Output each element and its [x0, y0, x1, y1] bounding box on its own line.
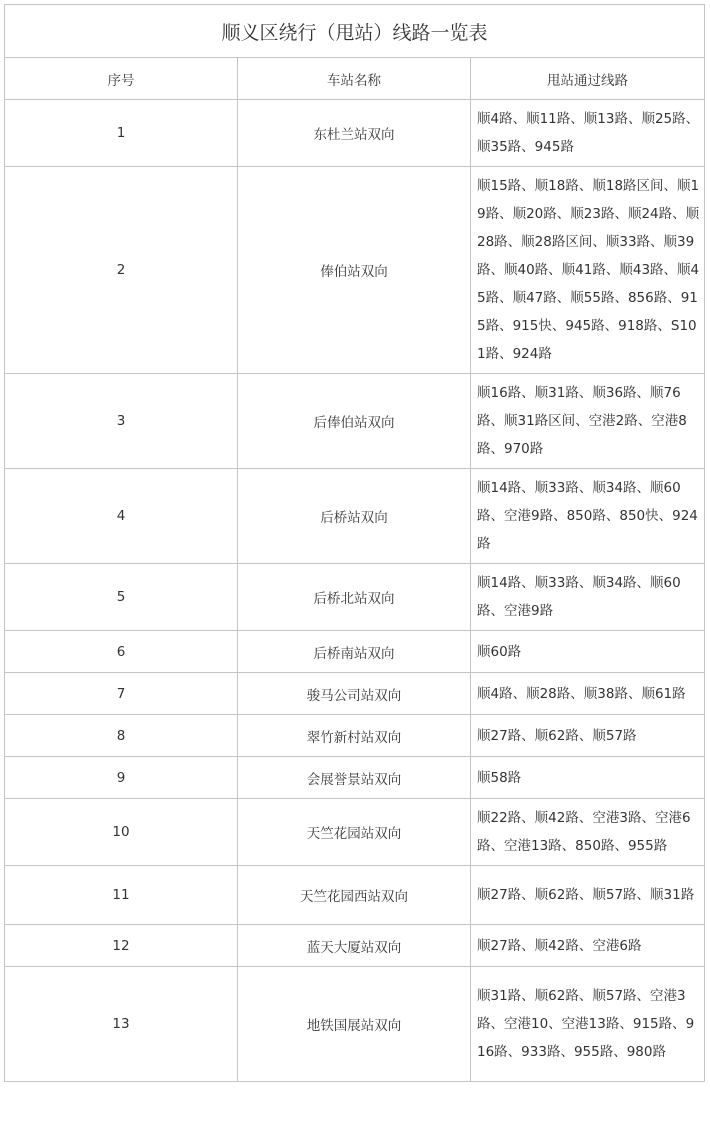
table-title: 顺义区绕行（甩站）线路一览表: [5, 5, 705, 58]
row-routes: 顺4路、顺11路、顺13路、顺25路、顺35路、945路: [471, 100, 705, 167]
row-index: 5: [5, 564, 238, 631]
row-station: 天竺花园站双向: [238, 799, 471, 866]
row-routes: 顺60路: [471, 631, 705, 673]
row-station: 后桥北站双向: [238, 564, 471, 631]
row-station: 会展誉景站双向: [238, 757, 471, 799]
table-row: [5, 564, 705, 631]
row-routes: 顺31路、顺62路、顺57路、空港3路、空港10、空港13路、915路、916路、933路、955路、980路: [471, 967, 705, 1082]
row-routes: 顺27路、顺62路、顺57路: [471, 715, 705, 757]
table-row: [5, 631, 705, 673]
row-index: 8: [5, 715, 238, 757]
row-index: 10: [5, 799, 238, 866]
header-station: 车站名称: [238, 58, 471, 100]
row-station: 蓝天大厦站双向: [238, 925, 471, 967]
row-index: 9: [5, 757, 238, 799]
row-routes: 顺58路: [471, 757, 705, 799]
table-row: [5, 799, 705, 866]
row-routes: 顺16路、顺31路、顺36路、顺76路、顺31路区间、空港2路、空港8路、970路: [471, 374, 705, 469]
table-row: [5, 167, 705, 374]
row-station: 后俸伯站双向: [238, 374, 471, 469]
table-row: [5, 866, 705, 925]
row-routes: 顺14路、顺33路、顺34路、顺60路、空港9路: [471, 564, 705, 631]
table-row: [5, 100, 705, 167]
row-index: 12: [5, 925, 238, 967]
table-row: [5, 469, 705, 564]
table-row: [5, 374, 705, 469]
route-table: [4, 4, 705, 1082]
row-station: 东杜兰站双向: [238, 100, 471, 167]
header-routes: 甩站通过线路: [471, 58, 705, 100]
row-index: 11: [5, 866, 238, 925]
row-index: 1: [5, 100, 238, 167]
row-index: 7: [5, 673, 238, 715]
row-index: 6: [5, 631, 238, 673]
table-row: [5, 715, 705, 757]
row-station: 俸伯站双向: [238, 167, 471, 374]
table-row: [5, 967, 705, 1082]
row-routes: 顺27路、顺42路、空港6路: [471, 925, 705, 967]
row-index: 3: [5, 374, 238, 469]
header-index: 序号: [5, 58, 238, 100]
row-station: 翠竹新村站双向: [238, 715, 471, 757]
table-row: [5, 925, 705, 967]
row-routes: 顺27路、顺62路、顺57路、顺31路: [471, 866, 705, 925]
row-index: 2: [5, 167, 238, 374]
row-routes: 顺15路、顺18路、顺18路区间、顺19路、顺20路、顺23路、顺24路、顺28路、顺28路区间、顺33路、顺39路、顺40路、顺41路、顺43路、顺45路、顺47路、顺55路、856路、915路、915快、945路、918路、S101路、924路: [471, 167, 705, 374]
header-row: [5, 58, 705, 100]
row-station: 地铁国展站双向: [238, 967, 471, 1082]
row-station: 后桥南站双向: [238, 631, 471, 673]
table-row: [5, 757, 705, 799]
row-index: 4: [5, 469, 238, 564]
row-station: 后桥站双向: [238, 469, 471, 564]
row-station: 天竺花园西站双向: [238, 866, 471, 925]
row-routes: 顺22路、顺42路、空港3路、空港6路、空港13路、850路、955路: [471, 799, 705, 866]
row-routes: 顺14路、顺33路、顺34路、顺60路、空港9路、850路、850快、924路: [471, 469, 705, 564]
row-routes: 顺4路、顺28路、顺38路、顺61路: [471, 673, 705, 715]
table-row: [5, 673, 705, 715]
row-index: 13: [5, 967, 238, 1082]
row-station: 骏马公司站双向: [238, 673, 471, 715]
